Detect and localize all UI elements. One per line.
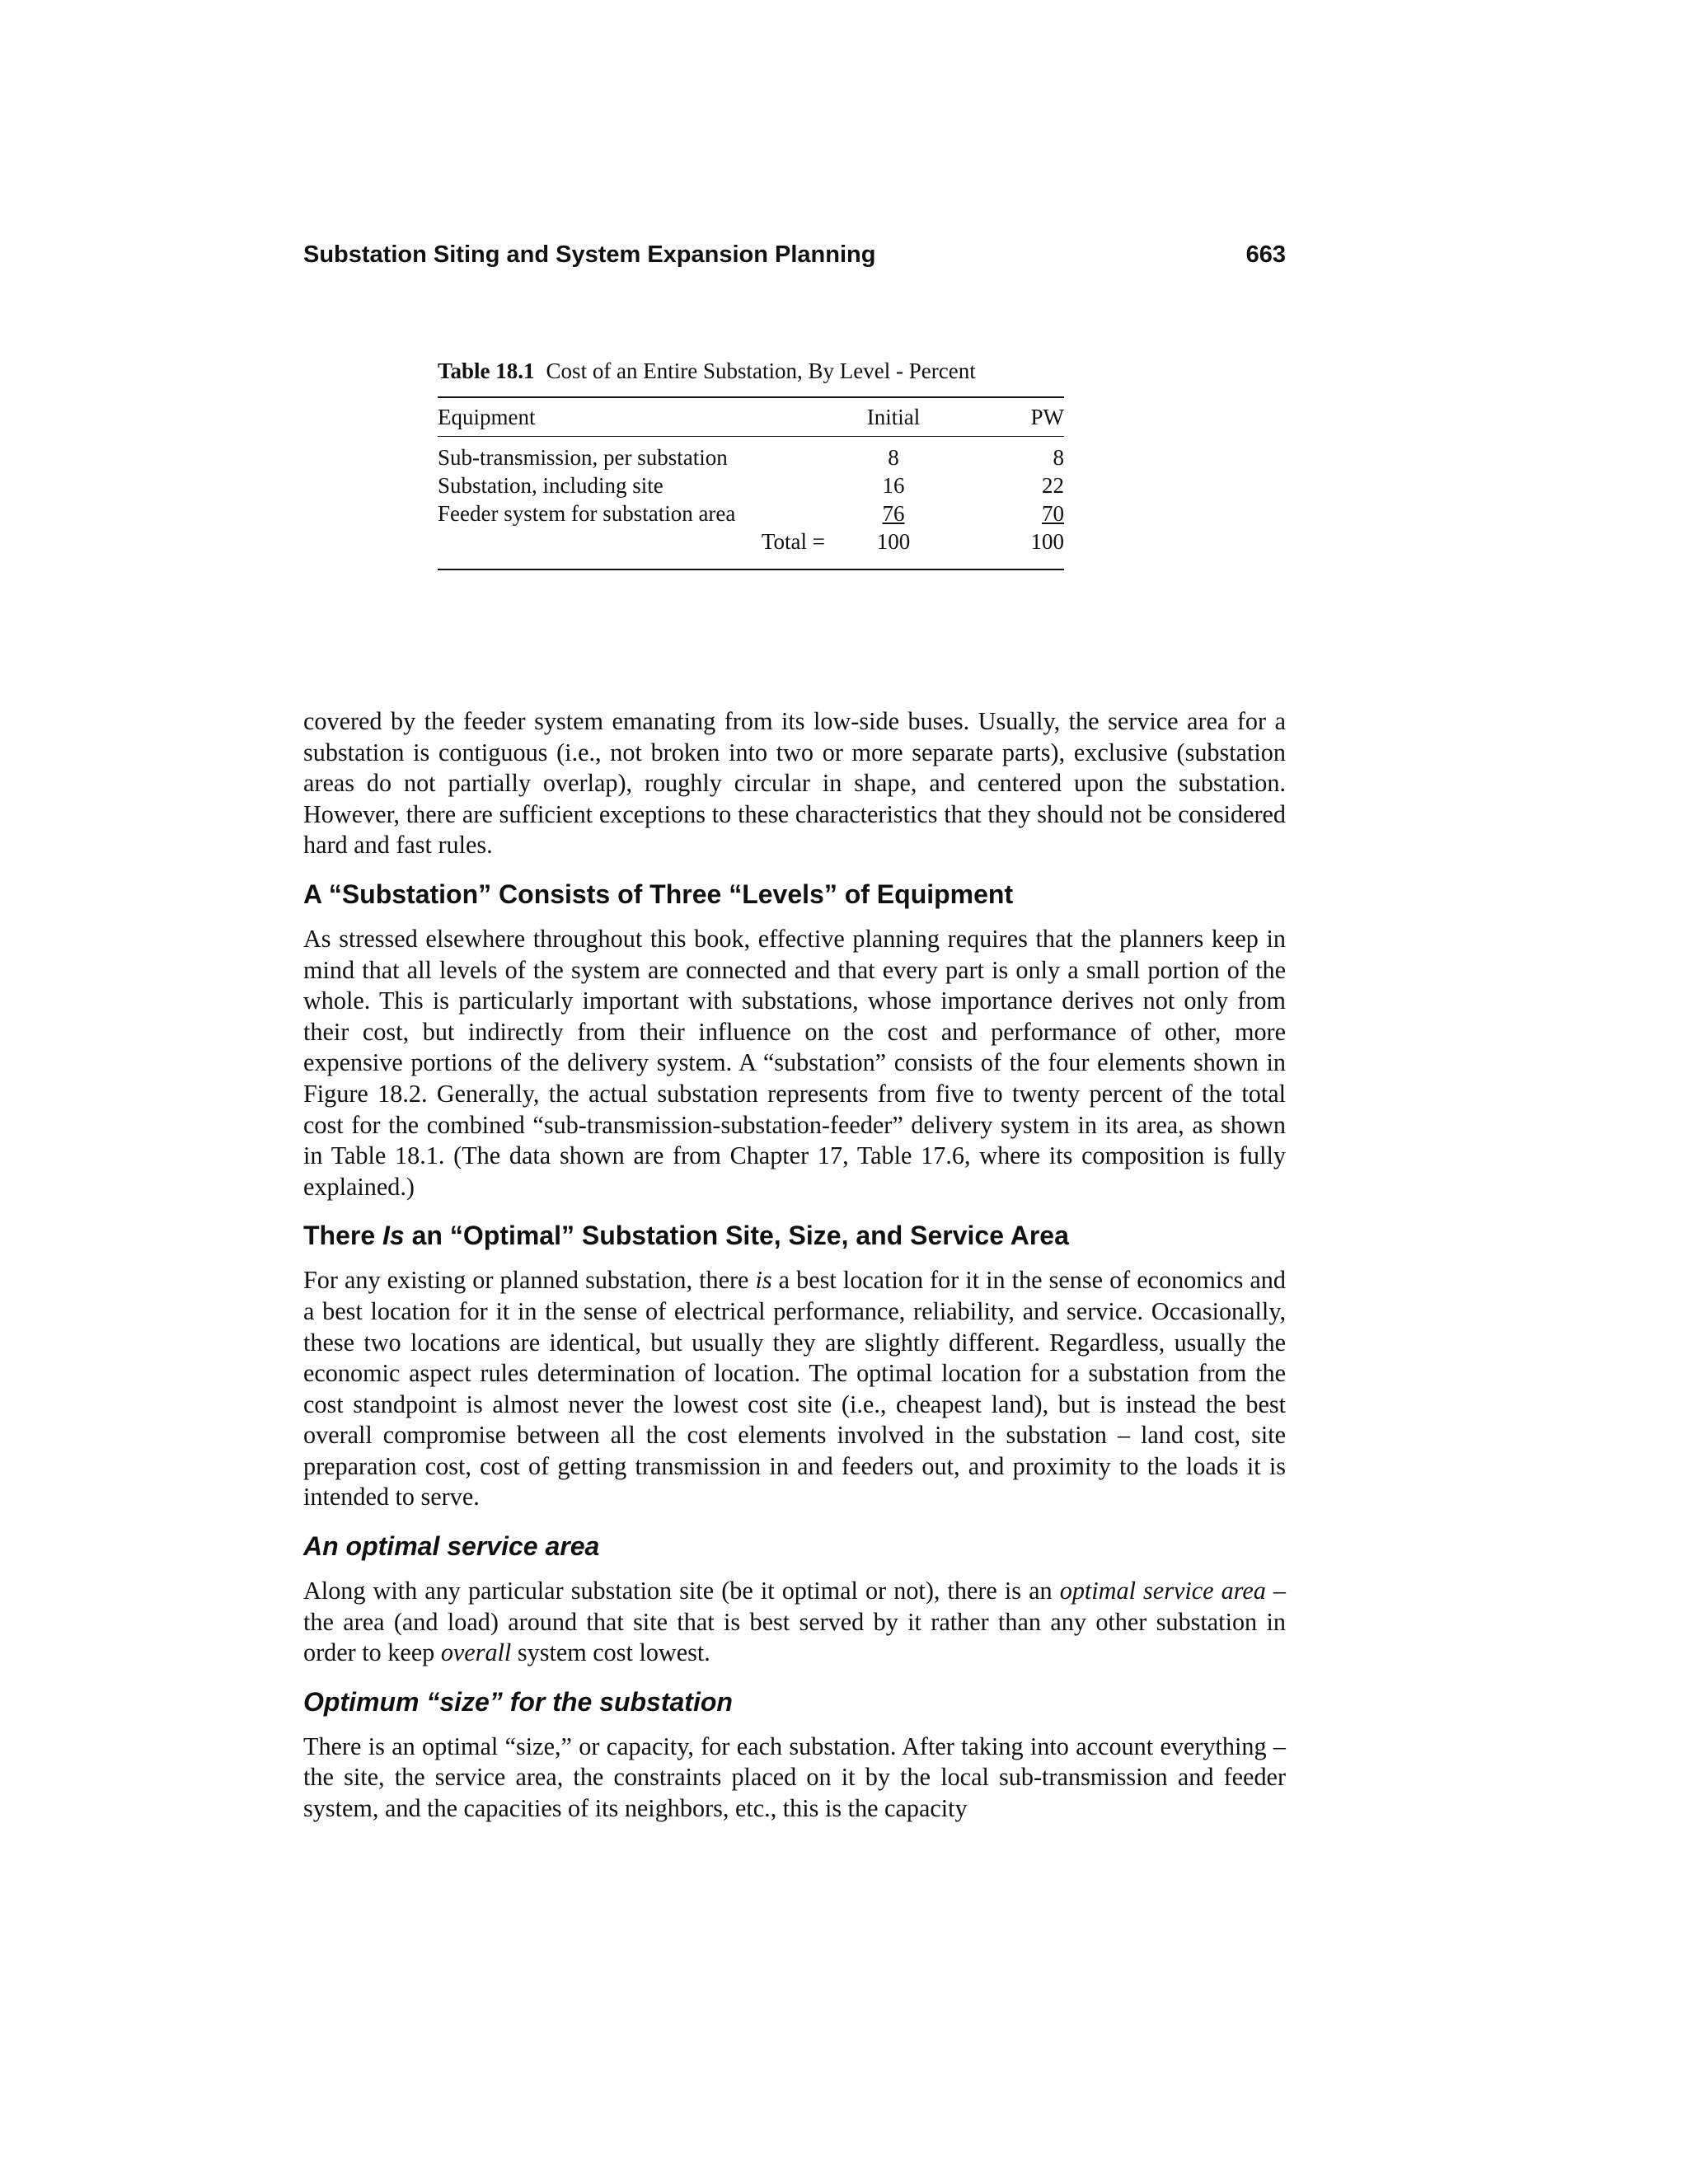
section-heading-three-levels: A “Substation” Consists of Three “Levels” of Equipment: [303, 879, 1014, 909]
emphasis: is: [755, 1266, 772, 1295]
text-run: a best location for it in the sense of economics and a best location for it in the sense of electrical performance, reliability, and service. Occasionally, these two locations are identical, but usually they are slightly different. Regardless, usually the economic aspect rules determination of location. The optimal location for a substation from the cost standpoint is almost never the lowest cost site (i.e., cheapest land), but is instead the best overall compromise between all the cost elements involved in the substation – land cost, site preparation cost, cost of getting transmission in and feeders out, and proximity to the loads it is intended to serve.: [303, 1266, 1286, 1511]
table-row: [438, 471, 1064, 499]
running-head: [303, 241, 1286, 274]
table-caption: [438, 357, 1064, 385]
row-pw: 70: [1042, 501, 1064, 526]
paragraph: As stressed elsewhere throughout this book, effective planning requires that the planners keep in mind that all levels of the system are connected and that every part is only a small portion of the whole. This is particularly important with substations, whose importance derives not only from their cost, but indirectly from their influence on the cost and performance of other, more expensive portions of the delivery system. A “substation” consists of the four elements shown in Figure 18.2. Generally, the actual substation represents from five to twenty percent of the total cost for the combined “sub-transmission-substation-feeder” delivery system in its area, as shown in Table 18.1. (The data shown are from Chapter 17, Table 17.6, where its composition is fully explained.): [303, 924, 1286, 1201]
heading-part: an “Optimal” Substation Site, Size, and Service Area: [404, 1221, 1069, 1251]
row-initial: 76: [882, 501, 905, 526]
column-header-initial: Initial: [866, 405, 921, 429]
emphasis: overall: [440, 1638, 512, 1667]
text-run: Along with any particular substation site (be it optimal or not), there is an: [303, 1577, 1060, 1605]
column-header-pw: PW: [1030, 405, 1064, 429]
page-number: 663: [1245, 241, 1286, 268]
subsection-heading-service-area: An optimal service area: [303, 1531, 600, 1562]
paragraph: [303, 1576, 1286, 1669]
row-equipment: Feeder system for substation area: [438, 501, 736, 526]
paragraph: There is an optimal “size,” or capacity, for each substation. After taking into account everything – the site, the service area, the constraints placed on it by the local sub-transmission and feeder system, and the capacities of its neighbors, etc., this is the capacity: [303, 1732, 1286, 1823]
emphasis: optimal service area: [1059, 1577, 1266, 1605]
paragraph: [303, 1265, 1286, 1513]
row-initial: 16: [882, 473, 905, 498]
table-row: [438, 443, 1064, 471]
table-total-row: [438, 527, 1064, 555]
row-pw: 22: [1042, 473, 1064, 498]
row-equipment: Substation, including site: [438, 473, 663, 498]
row-initial: 8: [888, 445, 899, 470]
heading-part: There: [303, 1221, 383, 1251]
text-run: For any existing or planned substation, there: [303, 1266, 756, 1295]
paragraph: covered by the feeder system emanating from its low-side buses. Usually, the service area for a substation is contiguous (i.e., not broken into two or more separate parts), exclusive (substation areas do not partially overlap), roughly circular in shape, and centered upon the substation. However, there are sufficient exceptions to these characteristics that they should not be considered hard and fast rules.: [303, 707, 1286, 860]
cost-table: [438, 357, 1064, 570]
table-header-row: [438, 398, 1064, 436]
section-heading-optimal-site: [303, 1219, 1286, 1252]
subsection-heading-optimum-size: Optimum “size” for the substation: [303, 1686, 733, 1717]
text-run: system cost lowest.: [511, 1638, 710, 1667]
running-title: Substation Siting and System Expansion Planning: [303, 241, 876, 268]
table-row: [438, 499, 1064, 527]
total-pw: 100: [1030, 529, 1064, 554]
total-label: Total =: [761, 529, 825, 554]
heading-emphasis: Is: [382, 1221, 405, 1251]
table-title: Cost of an Entire Substation, By Level - Percent: [546, 359, 976, 383]
column-header-equipment: Equipment: [438, 405, 536, 429]
total-initial: 100: [876, 529, 911, 554]
text-run: – the area (and load) around that site that is best served by it rather than any other substation in order to keep: [303, 1577, 1287, 1667]
body-text: [303, 706, 1286, 1825]
row-pw: 8: [1053, 445, 1064, 470]
table-label: Table 18.1: [438, 359, 535, 383]
table-bottom-rule: [438, 569, 1064, 570]
row-equipment: Sub-transmission, per substation: [438, 445, 728, 470]
